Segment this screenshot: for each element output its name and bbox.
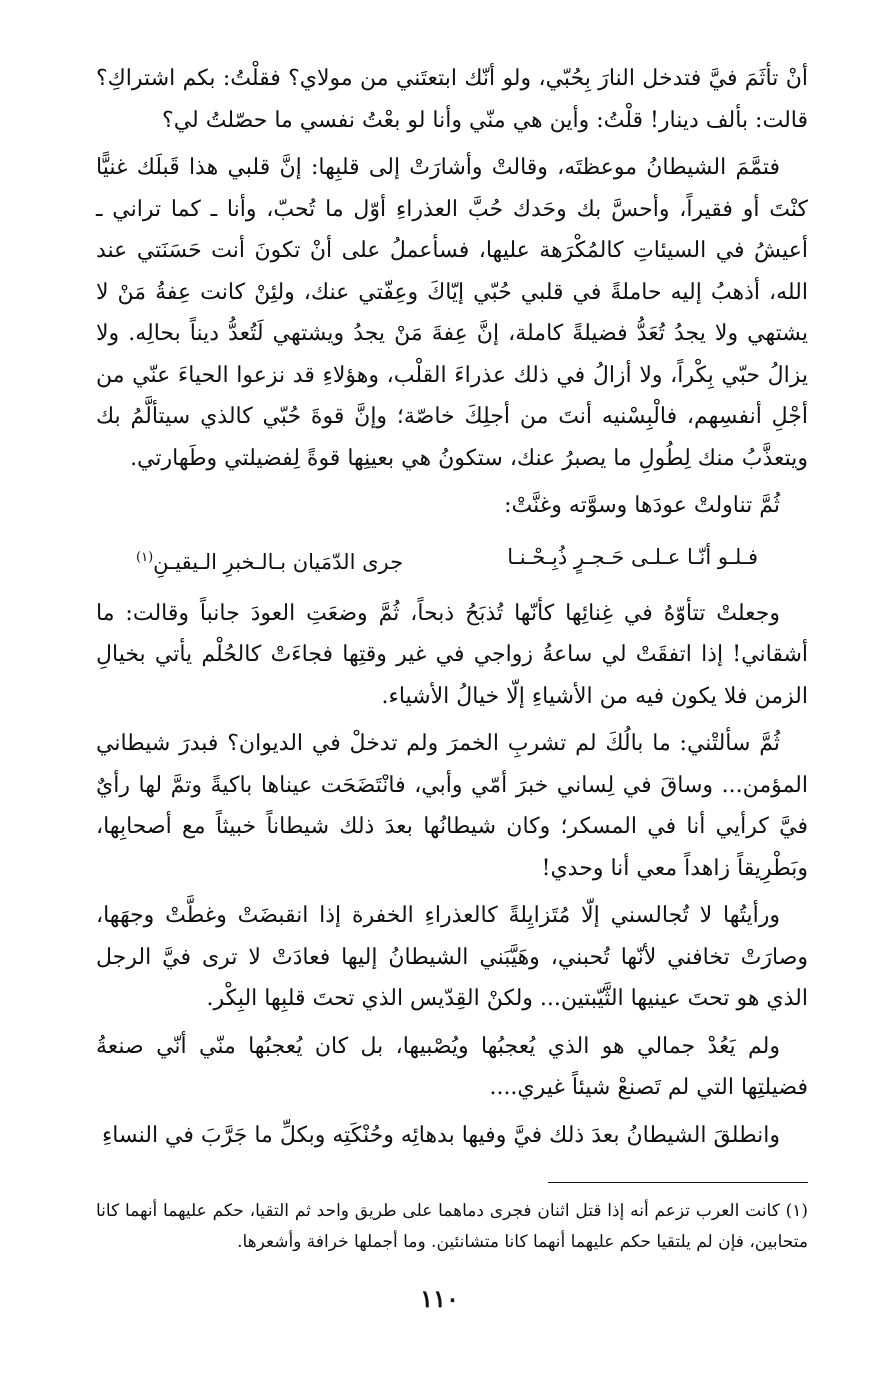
paragraph-1: أنْ تأثَمَ فيَّ فتدخل النارَ بِحُبّي، ولو أنّك ابتعتَني من مولاي؟ فقلْتُ: بكم اشتراكِ؟ قالت: بألف دينار! قلْتُ: وأين هي منّي وأنا لو بعْتُ نفسي ما حصّلتُ لي؟ <box>96 66 808 133</box>
paragraph-7: ولم يَعُدْ جمالي هو الذي يُعجبُها ويُصْبيها، بل كان يُعجبُها منّي أنّي صنعةُ فضيلتِها التي لم تَصنعْ شيئاً غيري.... <box>96 1033 808 1100</box>
paragraph-8: وانطلقَ الشيطانُ بعدَ ذلك فيَّ وفيها بدهائِه وحُنْكَتِه وبكلِّ ما جَرَّبَ في النساءِ <box>101 1122 780 1148</box>
footnote-divider <box>548 1182 808 1183</box>
page-number: ١١٠ <box>420 1284 459 1313</box>
main-text <box>96 58 808 1162</box>
paragraph-3: ثُمَّ تناولتْ عودَها وسوَّته وغنَّتْ: <box>504 493 780 518</box>
footnotes-section <box>96 1196 808 1258</box>
paragraph-5: ثُمَّ سألتْني: ما بالُكَ لم تشربِ الخمرَ ولم تدخلْ في الديوان؟ فبدرَ شيطاني المؤمن... وساقَ في لِساني خبرَ أمّي وأبي، فانْتَضَحَت عيناها باكيةً وتمَّ لها رأيٌ فيَّ كرأيي أنا في المسكر؛ وكان شيطانُها بعدَ ذلك شيطاناً خبيثاً مع أصحابِها، وبَطْرِيقاً زاهداً معي أنا وحدي! <box>96 731 808 881</box>
poem-verse <box>96 537 808 583</box>
paragraph-6: ورأيتُها لا تُجالسني إلّا مُتَزايِلةً كالعذراءِ الخفرة إذا انقبضَتْ وغطَّتْ وجهَها، وصارَتْ تخافني لأنّها تُحبني، وهَيَّبَني الشيطانُ إليها فعادَتْ لا ترى فيَّ الرجل الذي هو تحتَ عينيها الثَّيّبتين... ولكنْ القِدّيس الذي تحتَ قلبِها البِكْر. <box>96 903 808 1011</box>
footnote-1: (١) كانت العرب تزعم أنه إذا قتل اثنان فجرى دماهما على طريق واحد ثم التقيا، حكم عليهما أنهما كانا متحابين، فإن لم يلتقيا حكم عليهما أنهما كانا متشانئين. وما أجملها خرافة وأشعرها. <box>96 1201 808 1252</box>
paragraph-4: وجعلتْ تتأوّهُ في غِنائِها كأنّها تُذبَحُ ذبحاً، ثُمَّ وضعَتِ العودَ جانباً وقالت: ما أشقاني! إذا اتفقَتْ لي ساعةُ زواجي في غير وقتِها فجاءَتْ كالحُلْم يأتي بخيالِ الزمن فلا يكون فيه من الأشياءِ إلّا خيالُ الأشياء. <box>96 600 808 709</box>
paragraph-2: فتمَّمَ الشيطانُ موعظتَه، وقالتْ وأشارَتْ إلى قلبِها: إنَّ قلبي هذا قَبلَك غنيًّا كنْتَ أو فقيراً، وأحسَّ بك وحَدك حُبَّ العذراءِ أوّل ما تُحبّ، وأنا ـ كما تراني ـ أعيشُ في السيئاتِ كالمُكْرَهة عليها، فسأعملُ على أنْ تكونَ أنت حَسَنَتي عند الله، أذهبُ إليه حاملةً في قلبي حُبّي إيّاكَ وعِفّتي عنك، ولئِنْ كانت عِفةُ مَنْ لا يشتهي ولا يجدُ تُعَدُّ فضيلةً كاملة، إنَّ عِفةَ مَنْ يجدُ ويشتهي لَتُعدُّ ديناً بحالِه. ولا يزالُ حبّي بِكْراً، ولا أزالُ في ذلك عذراءَ القلْب، وهؤلاءِ قد نزعوا الحياءَ عنّي من أجْلِ أنفسِهم، فالْبِسْنيه أنتَ من أجلِكَ خاصّة؛ وإنَّ قوةَ حُبّي كالذي سيتألَّمُ بك ويتعذَّبُ منك لِطُولِ ما يصبرُ عنك، ستكونُ هي بعينِها قوةً لِفضيلتي وطَهارتي. <box>96 155 808 471</box>
verse-second-hemistich <box>136 537 403 583</box>
verse-second-hemistich-text: جرى الدّمَيان بـالـخبرِ الـيقيـنِ <box>153 549 404 574</box>
footnote-marker: (١) <box>136 549 154 565</box>
verse-first-hemistich: فـلـو أنّـا عـلـى حَـجـرٍ ذُبِـحْـنـا <box>507 544 758 569</box>
